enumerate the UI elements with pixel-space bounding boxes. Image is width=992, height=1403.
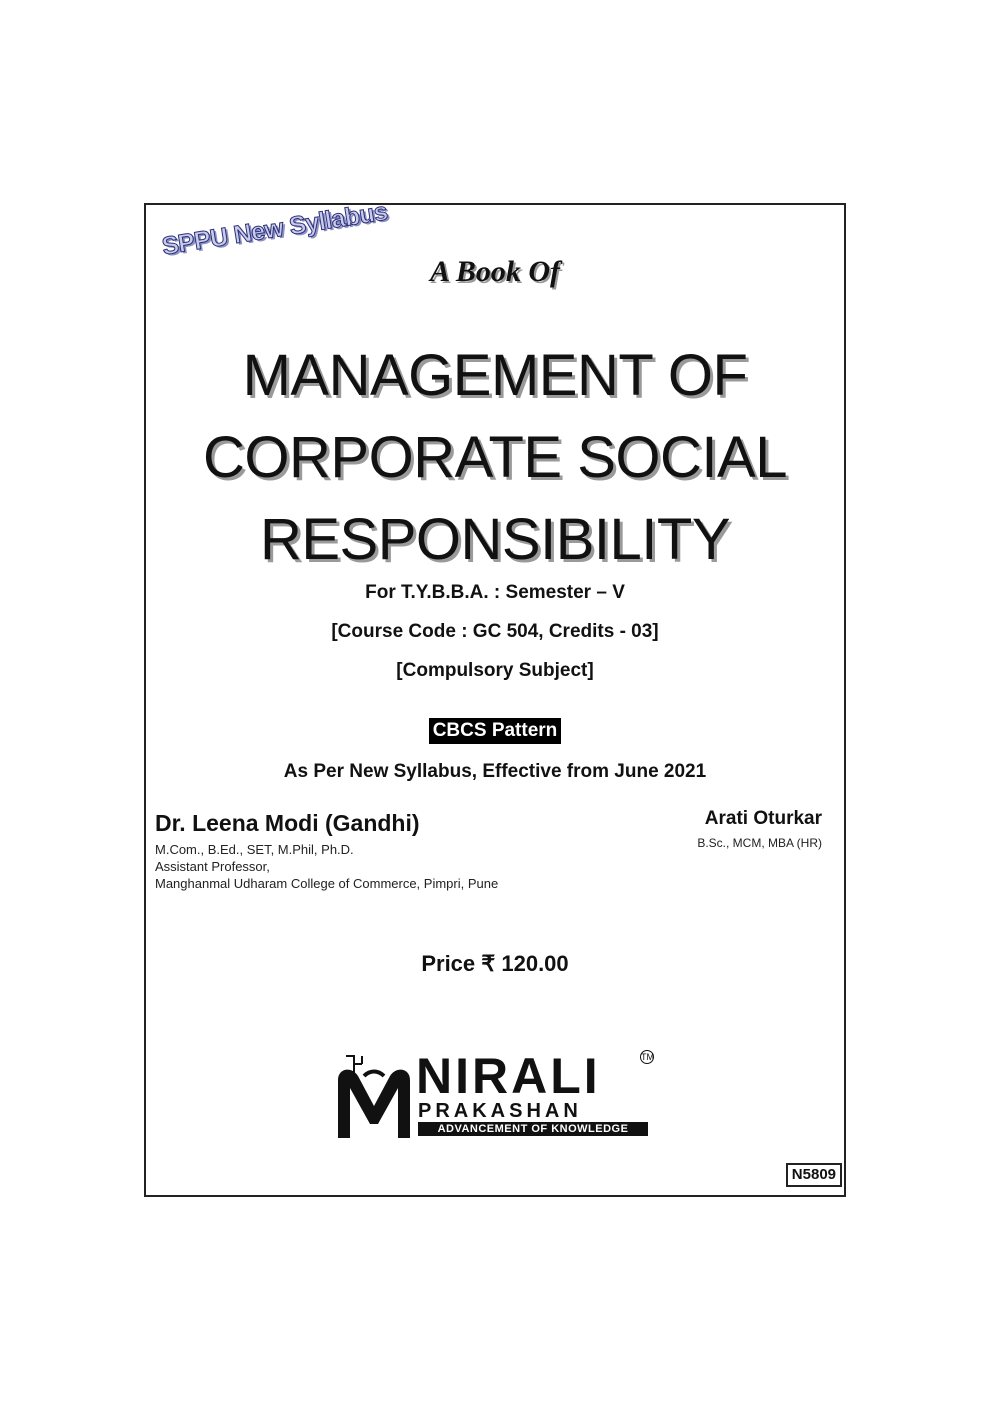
author-designation: Assistant Professor, [155,859,270,874]
author-qualifications: B.Sc., MCM, MBA (HR) [697,836,822,850]
price-label: Price ₹ 120.00 [421,951,569,976]
title-line: MANAGEMENT OF [242,343,748,408]
book-of-heading: A Book Of [429,255,561,288]
publisher-logo [334,1050,664,1140]
syllabus-badge: SPPU New Syllabus [160,197,390,261]
book-cover [144,197,846,1197]
book-title [146,335,844,581]
course-code-line: [Course Code : GC 504, Credits - 03] [331,621,659,642]
author-qualifications: M.Com., B.Ed., SET, M.Phil, Ph.D. [155,842,354,857]
title-line: CORPORATE SOCIAL [203,425,787,490]
publisher-mark-icon [334,1050,414,1140]
author-secondary [697,808,822,850]
subject-line: [Compulsory Subject] [396,660,594,681]
trademark-icon: TM [641,1052,654,1062]
pattern-row [146,718,844,744]
author-institution: Manghanmal Udharam College of Commerce, Pimpri, Pune [155,876,499,891]
pattern-label: CBCS Pattern [429,718,562,744]
for-line: For T.Y.B.B.A. : Semester – V [365,582,625,603]
publisher-name: NIRALI [416,1048,601,1104]
publisher-subname: PRAKASHAN [418,1100,582,1122]
syllabus-line: As Per New Syllabus, Effective from June 2021 [283,761,707,782]
author-primary [155,810,498,892]
author-name: Arati Oturkar [704,808,822,829]
publisher-tagline: ADVANCEMENT OF KNOWLEDGE [418,1122,648,1136]
book-code: N5809 [786,1163,842,1187]
author-name: Dr. Leena Modi (Gandhi) [155,810,420,836]
title-line: RESPONSIBILITY [259,507,731,572]
